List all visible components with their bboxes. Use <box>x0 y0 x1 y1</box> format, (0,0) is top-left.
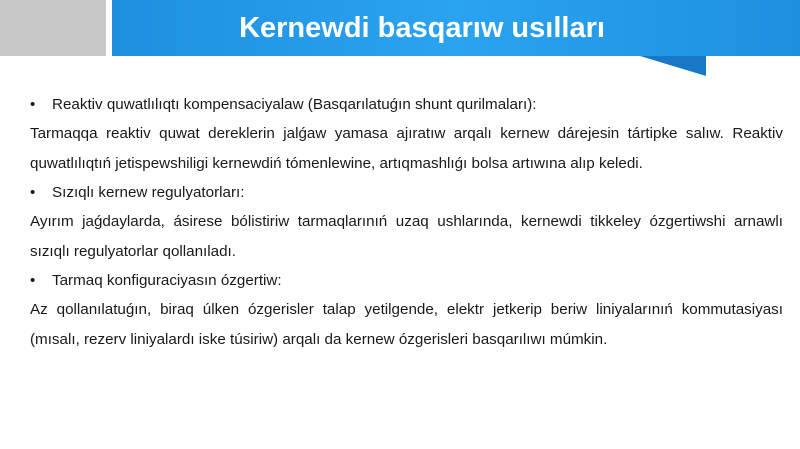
bullet-label: Reaktiv quwatlılıqtı kompensaciyalaw (Basqarılatuǵın shunt qurilmaları): <box>52 96 537 113</box>
paragraph: Tarmaqqa reaktiv quwat dereklerin jalǵaw yamasa ajıratıw arqalı kernew dárejesin tártipke salıw. Reaktiv quwatlılıqtıń jetispewshiligi kernewdiń tómenlewine, artıqmashlıǵı bolsa artıwına alıp keledi. <box>30 125 783 172</box>
bullet-item <box>30 178 783 207</box>
slide-content <box>30 90 783 354</box>
bullet-label: Tarmaq konfiguraciyasın ózgertiw: <box>52 272 282 289</box>
bullet-dot-icon: • <box>30 272 36 289</box>
bullet-item <box>30 90 783 119</box>
bullet-dot-icon: • <box>30 96 36 113</box>
header-gray-tab <box>0 0 106 56</box>
bullet-item <box>30 266 783 295</box>
bullet-label: Sızıqlı kernew regulyatorları: <box>52 184 245 201</box>
paragraph: Az qollanılatuǵın, biraq úlken ózgerisler talap yetilgende, elektr jetkerip beriw liniyalarınıń kommutasiyası (mısalı, rezerv liniyalardı iske túsiriw) arqalı da kernew ózgerisleri basqarılıwı múmkin. <box>30 301 783 348</box>
slide-title: Kernewdi basqarıw usılları <box>239 12 605 44</box>
bullet-dot-icon: • <box>30 184 36 201</box>
paragraph: Ayırım jaǵdaylarda, ásirese bólistiriw tarmaqlarınıń uzaq ushlarında, kernewdi tikkeley ózgertiwshi arnawlı sızıqlı regulyatorlar qollanıladı. <box>30 213 783 260</box>
